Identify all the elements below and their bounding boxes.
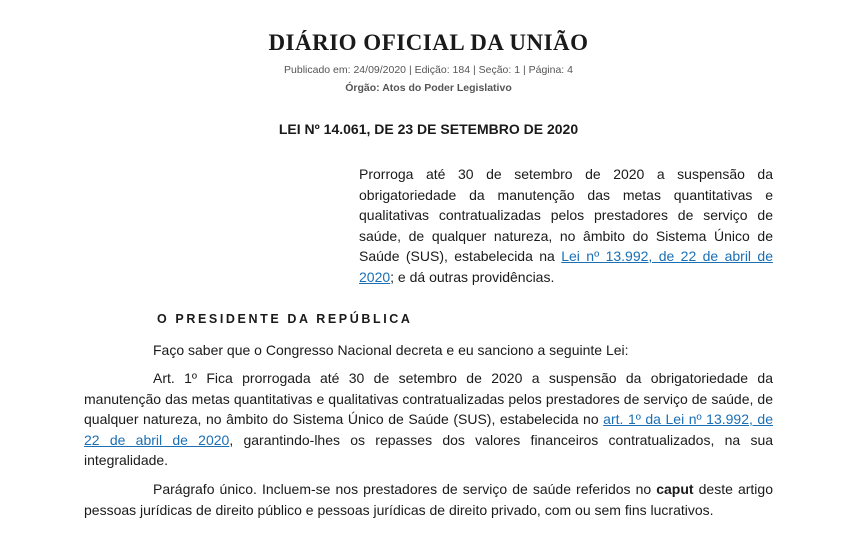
article-1-law-link[interactable]: art. 1º da Lei nº 13.992, de 22 de abril de 2020: [84, 411, 774, 448]
ementa-text: Prorroga até 30 de setembro de 2020 a suspensão da obrigatoriedade da manutenção das metas quantitativas e qualitativas contratualizadas pelos prestadores de serviço de saúde, de qualquer natureza, no âmbito do Sistema Único de Saúde (SUS), estabelecida na: [359, 166, 773, 264]
law-ementa: [359, 164, 773, 287]
article-1-end: , garantindo-lhes os repasses dos valores financeiros contratualizados, na sua integralidade.: [84, 431, 774, 468]
publication-meta: Publicado em: 24/09/2020 | Edição: 184 | Seção: 1 | Página: 4: [284, 64, 573, 76]
paragrafo-unico: [84, 479, 773, 520]
president-heading: O PRESIDENTE DA REPÚBLICA: [157, 312, 413, 326]
paragrafo-text-end: deste artigo pessoas jurídicas de direito público e pessoas jurídicas de direito privado, com ou sem fins lucrativos.: [84, 481, 773, 518]
ementa-end: ; e dá outras providências.: [390, 268, 555, 285]
intro-paragraph: Faço saber que o Congresso Nacional decreta e eu sanciono a seguinte Lei:: [153, 342, 629, 358]
paragrafo-caput: caput: [656, 481, 694, 497]
publication-orgao: Órgão: Atos do Poder Legislativo: [345, 82, 512, 94]
law-title: LEI Nº 14.061, DE 23 DE SETEMBRO DE 2020: [278, 121, 579, 137]
ementa-law-link[interactable]: Lei nº 13.992, de 22 de abril de 2020: [359, 248, 773, 285]
publication-title: DIÁRIO OFICIAL DA UNIÃO: [268, 30, 589, 55]
paragrafo-text-start: Parágrafo único. Incluem-se nos prestadores de serviço de saúde referidos no: [153, 481, 657, 497]
article-1-paragraph: [84, 368, 773, 471]
article-1-text: Art. 1º Fica prorrogada até 30 de setembro de 2020 a suspensão da obrigatoriedade da manutenção das metas quantitativas e qualitativas contratualizadas pelos prestadores de serviço de saúde, de qualquer natureza, no âmbito do Sistema Único de Saúde (SUS), estabelecida no: [84, 370, 773, 427]
